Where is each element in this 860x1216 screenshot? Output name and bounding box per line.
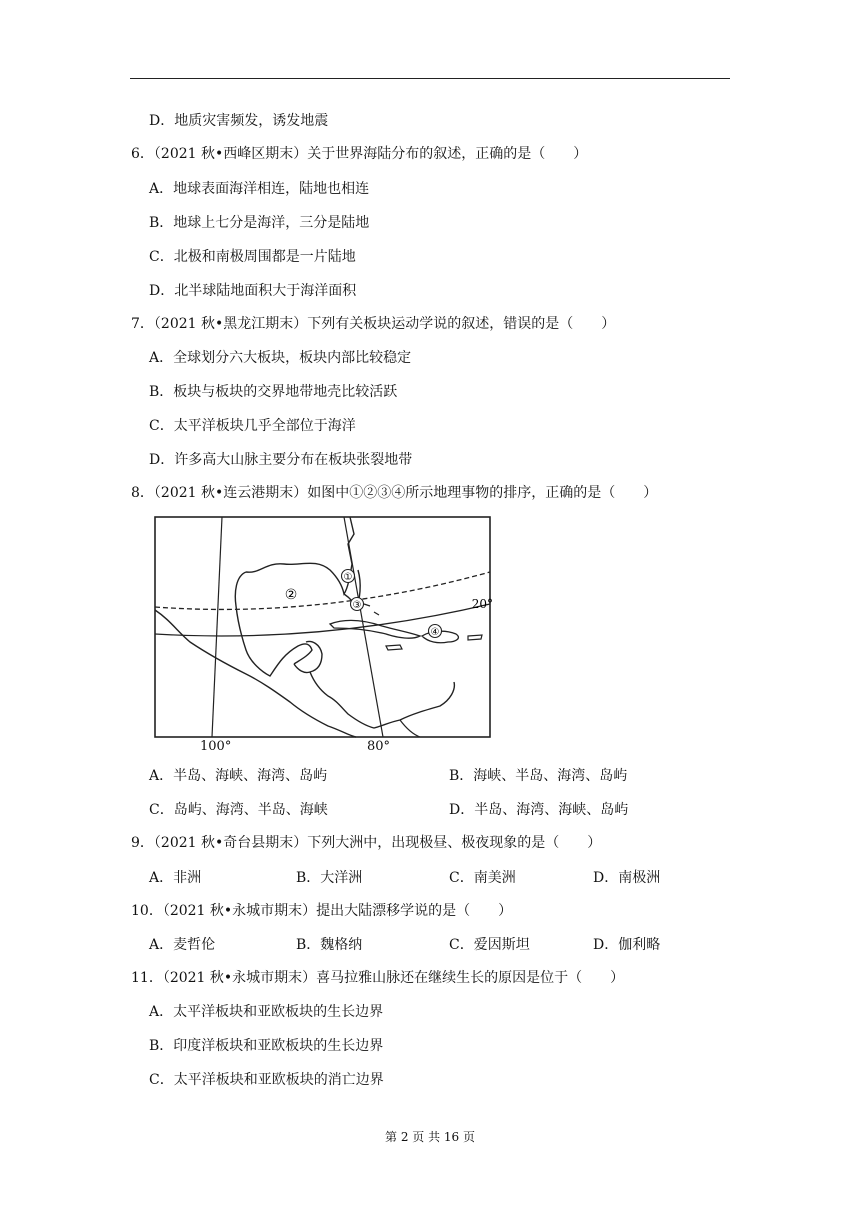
- marker-4: [429, 625, 442, 639]
- header-rule: [130, 78, 730, 79]
- q11-stem: 11．（2021 秋•永城市期末）喜马拉雅山脉还在继续生长的原因是位于（ ）: [131, 970, 625, 986]
- lat-label-20: 20°: [471, 597, 493, 611]
- q7-option-a: A．全球划分六大板块，板块内部比较稳定: [149, 350, 412, 366]
- q10-option-b: B．魏格纳: [296, 937, 363, 953]
- marker-1: [342, 570, 355, 584]
- caribbean-map: [150, 514, 495, 754]
- svg-text:②: ②: [284, 587, 298, 603]
- svg-text:①: ①: [343, 572, 353, 583]
- lon-label-100: 100°: [200, 739, 232, 754]
- marker-3: [351, 598, 364, 612]
- q7-option-d: D．许多高大山脉主要分布在板块张裂地带: [149, 452, 413, 468]
- q9-option-d: D．南极洲: [593, 870, 661, 886]
- q6-option-b: B．地球上七分是海洋，三分是陆地: [149, 215, 370, 231]
- q10-option-a: A．麦哲伦: [149, 937, 216, 953]
- q11-option-c: C．太平洋板块和亚欧板块的消亡边界: [149, 1072, 384, 1088]
- q9-option-b: B．大洋洲: [296, 870, 363, 886]
- q10-option-c: C．爱因斯坦: [449, 937, 530, 953]
- svg-text:④: ④: [430, 627, 440, 638]
- q6-option-a: A．地球表面海洋相连，陆地也相连: [149, 181, 370, 197]
- q6-option-d: D．北半球陆地面积大于海洋面积: [149, 283, 357, 299]
- q5-option-d: D．地质灾害频发，诱发地震: [149, 113, 329, 129]
- q11-option-b: B．印度洋板块和亚欧板块的生长边界: [149, 1038, 384, 1054]
- q10-stem: 10．（2021 秋•永城市期末）提出大陆漂移学说的是（ ）: [131, 903, 513, 919]
- q9-option-a: A．非洲: [149, 870, 202, 886]
- q8-option-d: D．半岛、海湾、海峡、岛屿: [449, 802, 629, 818]
- q7-stem: 7．（2021 秋•黑龙江期末）下列有关板块运动学说的叙述，错误的是（ ）: [131, 316, 616, 332]
- q9-stem: 9．（2021 秋•奇台县期末）下列大洲中，出现极昼、极夜现象的是（ ）: [131, 835, 602, 851]
- lon-label-80: 80°: [367, 739, 391, 754]
- q8-stem: 8．（2021 秋•连云港期末）如图中①②③④所示地理事物的排序，正确的是（ ）: [131, 485, 658, 501]
- q8-option-c: C．岛屿、海湾、半岛、海峡: [149, 802, 328, 818]
- q8-option-b: B．海峡、半岛、海湾、岛屿: [449, 768, 628, 784]
- q6-stem: 6．（2021 秋•西峰区期末）关于世界海陆分布的叙述，正确的是（ ）: [131, 146, 588, 162]
- q10-option-d: D．伽利略: [593, 937, 661, 953]
- q7-option-b: B．板块与板块的交界地带地壳比较活跃: [149, 384, 398, 400]
- page-footer: 第 2 页 共 16 页: [385, 1130, 475, 1144]
- q9-option-c: C．南美洲: [449, 870, 516, 886]
- q8-option-a: A．半岛、海峡、海湾、岛屿: [149, 768, 328, 784]
- q7-option-c: C．太平洋板块几乎全部位于海洋: [149, 418, 356, 434]
- q6-option-c: C．北极和南极周围都是一片陆地: [149, 249, 356, 265]
- q11-option-a: A．太平洋板块和亚欧板块的生长边界: [149, 1004, 384, 1020]
- marker-2: [285, 587, 298, 603]
- svg-text:③: ③: [352, 600, 362, 611]
